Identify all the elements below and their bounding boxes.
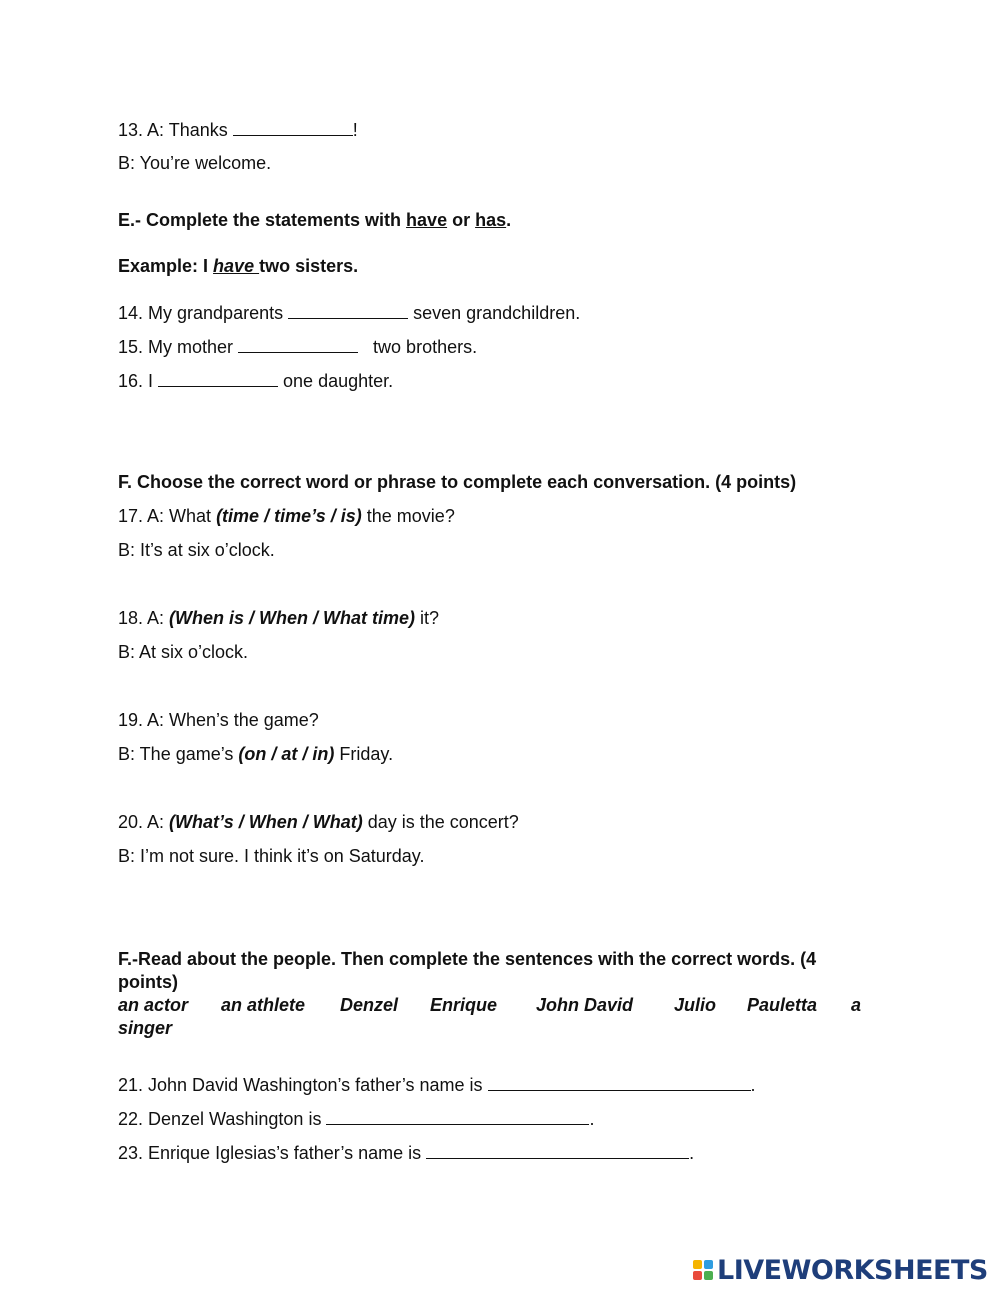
section-e-example: Example: I have two sisters. xyxy=(118,256,359,276)
q14-line: 14. My grandparents seven grandchildren. xyxy=(118,303,581,323)
q13-line-a: 13. A: Thanks ! xyxy=(118,120,358,140)
q15-line: 15. My mother two brothers. xyxy=(118,337,478,357)
q17-line-b: B: It’s at six o’clock. xyxy=(118,540,275,560)
answer-blank[interactable] xyxy=(288,301,408,319)
word-bank-item: Enrique xyxy=(430,995,503,1015)
word-bank-item: an actor xyxy=(118,995,189,1015)
q19-line-b: B: The game’s (on / at / in) Friday. xyxy=(118,744,394,764)
section-e-heading: E.- Complete the statements with have or has. xyxy=(118,210,512,230)
q18-line-b: B: At six o’clock. xyxy=(118,642,249,662)
q18-line-a: 18. A: (When is / When / What time) it? xyxy=(118,608,440,628)
word-bank-item: Pauletta xyxy=(747,995,818,1015)
q19-line-a: 19. A: When’s the game? xyxy=(118,710,319,730)
q13-line-b: B: You’re welcome. xyxy=(118,153,272,173)
word-bank-item: singer xyxy=(118,1018,173,1038)
q20-line-b: B: I’m not sure. I think it’s on Saturday. xyxy=(118,846,425,866)
q21-line: 21. John David Washington’s father’s name is . xyxy=(118,1075,756,1095)
section-f2-heading-line2: points) xyxy=(118,972,178,992)
section-f-heading: F. Choose the correct word or phrase to complete each conversation. (4 points) xyxy=(118,472,797,492)
word-bank-item: Julio xyxy=(674,995,717,1015)
q17-options[interactable]: (time / time’s / is) xyxy=(216,506,362,526)
q19-options[interactable]: (on / at / in) xyxy=(238,744,335,764)
word-bank-item: John David xyxy=(536,995,639,1015)
q20-options[interactable]: (What’s / When / What) xyxy=(169,812,363,832)
q20-line-a: 20. A: (What’s / When / What) day is the concert? xyxy=(118,812,519,832)
liveworksheets-logo xyxy=(693,1255,988,1285)
word-bank-item: Denzel xyxy=(340,995,399,1015)
answer-blank[interactable] xyxy=(426,1141,689,1159)
answer-blank[interactable] xyxy=(238,335,358,353)
q22-line: 22. Denzel Washington is . xyxy=(118,1109,595,1129)
answer-blank[interactable] xyxy=(326,1107,589,1125)
word-bank-item: a xyxy=(851,995,862,1015)
word-bank-item: an athlete xyxy=(221,995,306,1015)
answer-blank[interactable] xyxy=(233,118,353,136)
q16-line: 16. I one daughter. xyxy=(118,371,394,391)
q17-line-a: 17. A: What (time / time’s / is) the movie? xyxy=(118,506,455,526)
answer-blank[interactable] xyxy=(158,369,278,387)
logo-text: LIVEWORKSHEETS xyxy=(717,1254,988,1286)
answer-blank[interactable] xyxy=(488,1073,751,1091)
q23-line: 23. Enrique Iglesias’s father’s name is . xyxy=(118,1143,695,1163)
q18-options[interactable]: (When is / When / What time) xyxy=(169,608,416,628)
logo-grid-icon xyxy=(693,1260,713,1280)
section-f2-heading-line1: F.-Read about the people. Then complete the sentences with the correct words. (4 xyxy=(118,949,817,969)
